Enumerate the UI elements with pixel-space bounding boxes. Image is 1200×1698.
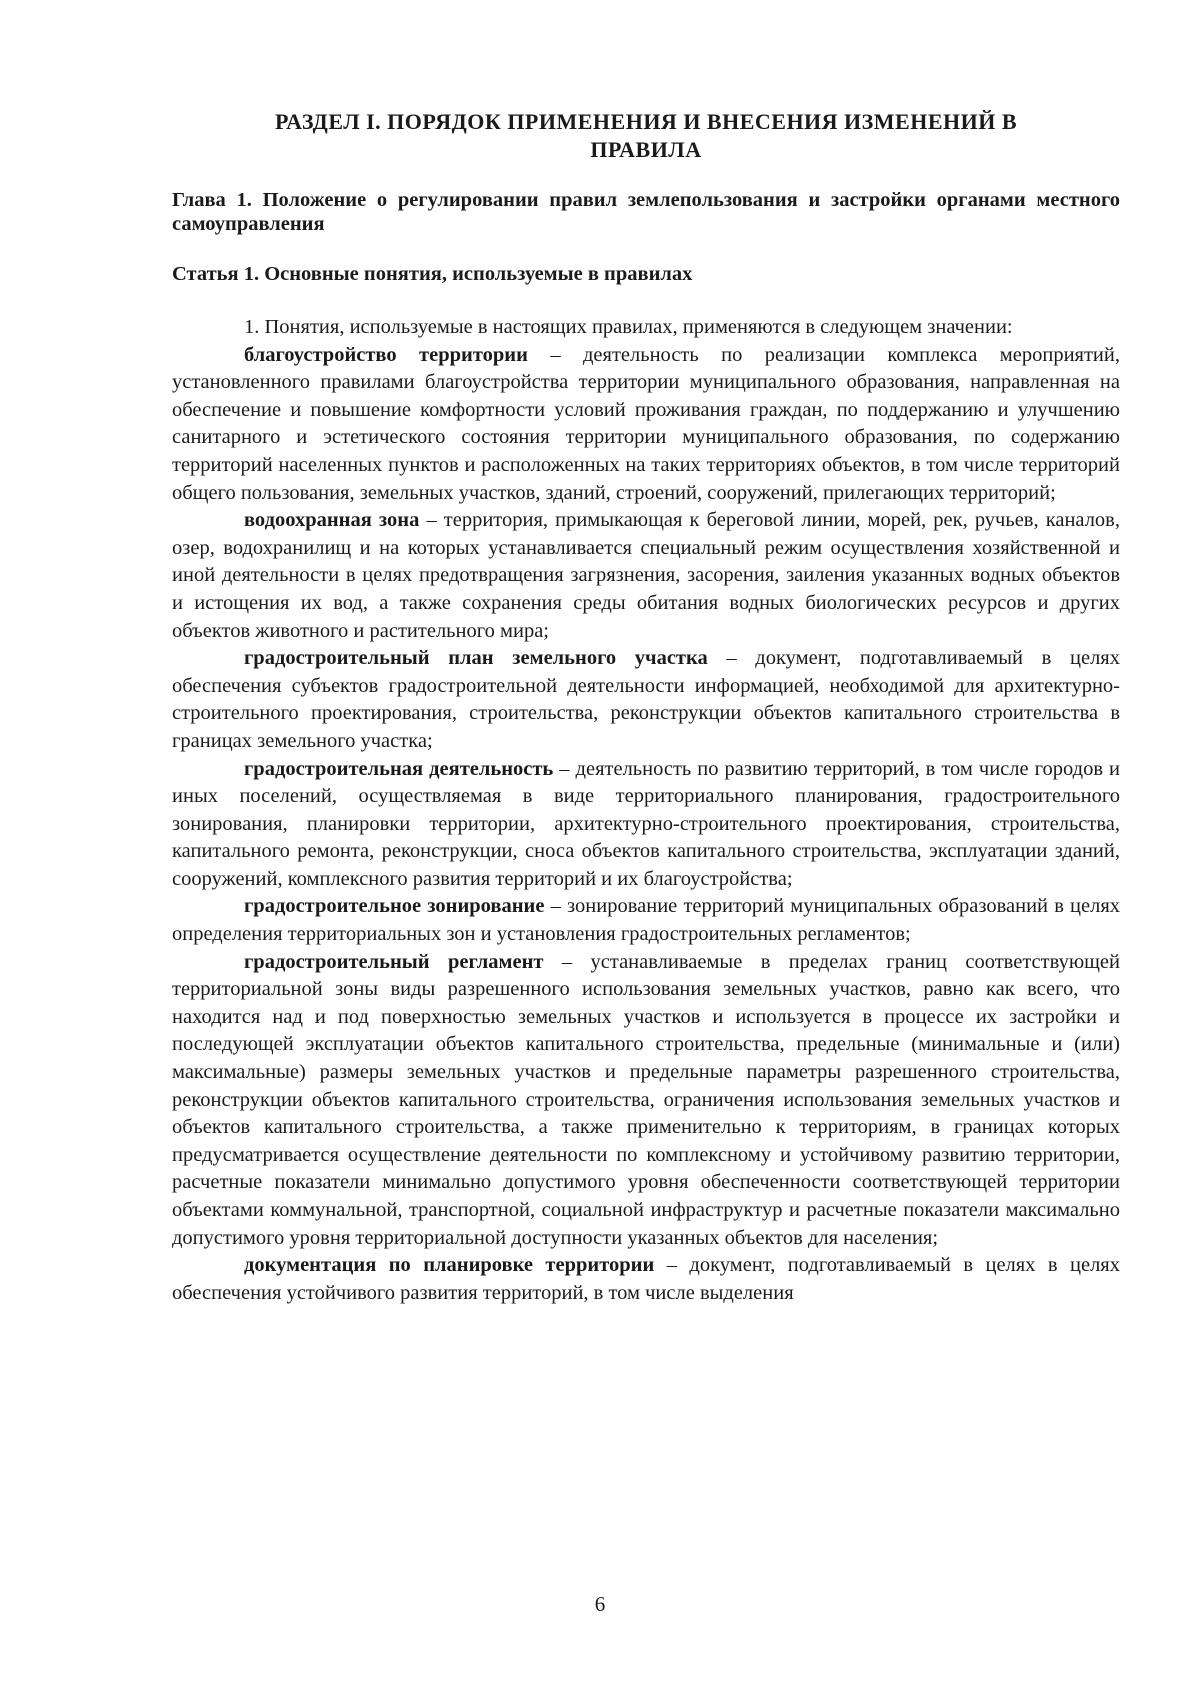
- section-title: [172, 108, 1120, 164]
- definition-term: благоустройство территории: [244, 343, 528, 366]
- definition-paragraph: [172, 756, 1120, 894]
- definition-paragraph: [172, 893, 1120, 948]
- definition-text: – деятельность по развитию территорий, в том числе городов и иных поселений, осуществляемая в виде территориального планирования, градостроительного зонирования, планировки территории, архитектурно-строительного проектирования, строительства, капитального ремонта, реконструкции, сноса объектов капитального строительства, эксплуатации зданий, сооружений, комплексного развития территорий и их благоустройства;: [172, 757, 1120, 890]
- page-number: 6: [594, 1592, 606, 1616]
- article-title: Статья 1. Основные понятия, используемые в правилах: [172, 263, 693, 285]
- definition-term: градостроительный план земельного участка: [244, 647, 708, 670]
- definition-paragraph: [172, 342, 1120, 508]
- definition-text: – деятельность по реализации комплекса мероприятий, установленного правилами благоустройства территории муниципального образования, направленная на обеспечение и повышение комфортности условий проживания граждан, по поддержанию и улучшению санитарного и эстетического состояния территории муниципального образования, по содержанию территорий населенных пунктов и расположенных на таких территориях объектов, в том числе территорий общего пользования, земельных участков, зданий, строений, сооружений, прилегающих территорий;: [172, 343, 1120, 504]
- definition-term: градостроительный регламент: [244, 950, 544, 973]
- definition-term: градостроительное зонирование: [244, 895, 545, 918]
- definition-paragraph: [172, 645, 1120, 755]
- definition-term: водоохранная зона: [244, 509, 420, 532]
- definition-term: градостроительная деятельность: [244, 757, 554, 780]
- definition-text: – территория, примыкающая к береговой линии, морей, рек, ручьев, каналов, озер, водохранилищ и на которых устанавливается специальный режим осуществления хозяйственной и иной деятельности в целях предотвращения загрязнения, засорения, заиления указанных водных объектов и истощения их вод, а также сохранения среды обитания водных биологических ресурсов и других объектов животного и растительного мира;: [172, 509, 1120, 642]
- definition-paragraph: [172, 949, 1120, 1253]
- section-title-line-1: РАЗДЕЛ I. ПОРЯДОК ПРИМЕНЕНИЯ И ВНЕСЕНИЯ ИЗМЕНЕНИЙ В: [274, 109, 1018, 134]
- definition-text: – зонирование территорий муниципальных образований в целях определения территориальных зон и установления градостроительных регламентов;: [172, 895, 1121, 946]
- definition-paragraph: [172, 1252, 1120, 1307]
- chapter-title: Глава 1. Положение о регулировании правил землепользования и застройки органами местного самоуправления: [172, 189, 1120, 235]
- definition-text: – устанавливаемые в пределах границ соответствующей территориальной зоны виды разрешенного использования земельных участков, равно как всего, что находится над и под поверхностью земельных участков и используется в процессе их застройки и последующей эксплуатации объектов капитального строительства, предельные (минимальные и (или) максимальные) размеры земельных участков и предельные параметры разрешенного строительства, реконструкции объектов капитального строительства, ограничения использования земельных участков и объектов капитального строительства, а также применительно к территориям, в границах которых предусматривается осуществление деятельности по комплексному и устойчивому развитию территории, расчетные показатели минимально допустимого уровня обеспеченности соответствующей территории объектами коммунальной, транспортной, социальной инфраструктур и расчетные показатели максимально допустимого уровня территориальной доступности указанных объектов для населения;: [172, 950, 1120, 1249]
- document-page: [172, 108, 1120, 1307]
- definition-term: документация по планировке территории: [244, 1254, 655, 1277]
- definition-paragraph: [172, 507, 1120, 645]
- section-title-line-2: ПРАВИЛА: [590, 137, 702, 162]
- definition-text: – документ, подготавливаемый в целях в целях обеспечения устойчивого развития территорий, в том числе выделения: [172, 1254, 1120, 1304]
- intro-paragraph: 1. Понятия, используемые в настоящих правилах, применяются в следующем значении:: [244, 316, 1013, 338]
- definition-text: – документ, подготавливаемый в целях обеспечения субъектов градостроительной деятельности информацией, необходимой для архитектурно-строительного проектирования, строительства, реконструкции объектов капитального строительства в границах земельного участка;: [172, 647, 1120, 752]
